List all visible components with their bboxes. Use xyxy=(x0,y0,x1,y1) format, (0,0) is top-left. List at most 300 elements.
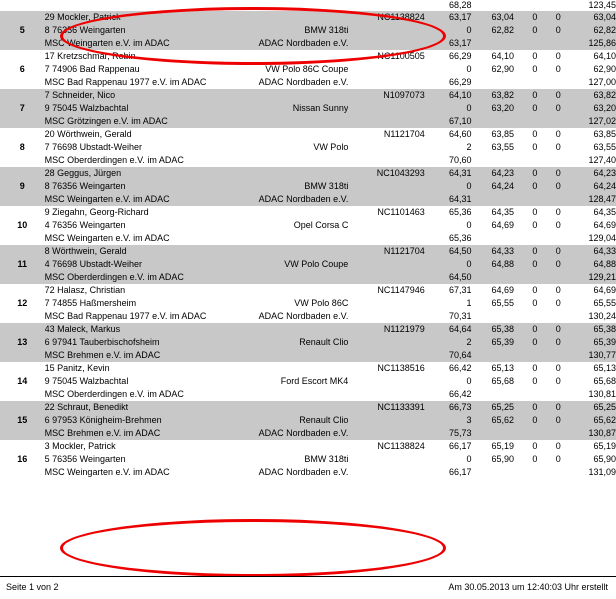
penalty-2: 0 xyxy=(537,206,560,219)
table-row xyxy=(0,388,616,401)
license-number xyxy=(348,76,424,89)
penalty-1: 0 xyxy=(514,11,537,24)
penalty-1: 0 xyxy=(514,453,537,466)
time-1: 0 xyxy=(425,102,472,115)
time-2: 64,88 xyxy=(472,258,514,271)
vehicle: Nissan Sunny xyxy=(223,102,348,115)
license-number: NC1043293 xyxy=(348,167,424,180)
penalty-2 xyxy=(537,349,560,362)
license-number xyxy=(348,271,424,284)
time-1: 66,42 xyxy=(425,388,472,401)
time-1: 0 xyxy=(425,219,472,232)
table-row xyxy=(0,128,616,141)
partial-pen-1 xyxy=(514,0,537,11)
license-number xyxy=(348,232,424,245)
time-1: 64,31 xyxy=(425,193,472,206)
table-row xyxy=(0,102,616,115)
competitor-name: MSC Grötzingen e.V. im ADAC xyxy=(45,115,223,128)
penalty-2: 0 xyxy=(537,180,560,193)
vehicle xyxy=(223,271,348,284)
competitor-name: MSC Brehmen e.V. im ADAC xyxy=(45,349,223,362)
footer-page-number: Seite 1 von 2 xyxy=(6,582,59,592)
penalty-2 xyxy=(537,115,560,128)
time-1: 63,17 xyxy=(425,37,472,50)
time-1: 64,31 xyxy=(425,167,472,180)
competitor-name: 7 Schneider, Nico xyxy=(45,89,223,102)
license-number xyxy=(348,102,424,115)
time-1: 70,64 xyxy=(425,349,472,362)
vehicle: VW Polo xyxy=(223,141,348,154)
time-1: 64,60 xyxy=(425,128,472,141)
table-row xyxy=(0,37,616,50)
table-row xyxy=(0,50,616,63)
total-time: 131,09 xyxy=(561,466,616,479)
license-number: NC1138824 xyxy=(348,11,424,24)
time-1: 66,42 xyxy=(425,362,472,375)
penalty-2: 0 xyxy=(537,336,560,349)
time-1: 0 xyxy=(425,180,472,193)
footer-timestamp: Am 30.05.2013 um 12:40:03 Uhr erstellt xyxy=(448,582,608,592)
penalty-2 xyxy=(537,37,560,50)
total-time: 64,35 xyxy=(561,206,616,219)
time-2 xyxy=(472,232,514,245)
penalty-2: 0 xyxy=(537,297,560,310)
vehicle: ADAC Nordbaden e.V. xyxy=(223,76,348,89)
table-row xyxy=(0,141,616,154)
license-number xyxy=(348,63,424,76)
competitor-name: MSC Weingarten e.V. im ADAC xyxy=(45,37,223,50)
time-2: 64,10 xyxy=(472,50,514,63)
time-1: 64,64 xyxy=(425,323,472,336)
competitor-name: 6 97941 Tauberbischofsheim xyxy=(45,336,223,349)
total-time: 127,02 xyxy=(561,115,616,128)
penalty-2: 0 xyxy=(537,50,560,63)
competitor-name: 7 74906 Bad Rappenau xyxy=(45,63,223,76)
time-1: 67,31 xyxy=(425,284,472,297)
total-time: 65,55 xyxy=(561,297,616,310)
rank-cell: 6 xyxy=(0,50,45,89)
total-time: 127,00 xyxy=(561,76,616,89)
penalty-1: 0 xyxy=(514,180,537,193)
table-row xyxy=(0,414,616,427)
partial-time-1: 68,28 xyxy=(425,0,472,11)
license-number xyxy=(348,388,424,401)
total-time: 63,20 xyxy=(561,102,616,115)
competitor-name: 72 Halasz, Christian xyxy=(45,284,223,297)
penalty-1: 0 xyxy=(514,336,537,349)
penalty-1 xyxy=(514,349,537,362)
vehicle xyxy=(223,11,348,24)
penalty-2: 0 xyxy=(537,89,560,102)
competitor-name: MSC Weingarten e.V. im ADAC xyxy=(45,193,223,206)
penalty-2: 0 xyxy=(537,284,560,297)
total-time: 65,13 xyxy=(561,362,616,375)
total-time: 65,19 xyxy=(561,440,616,453)
penalty-2: 0 xyxy=(537,323,560,336)
competitor-name: 5 76356 Weingarten xyxy=(45,453,223,466)
competitor-name: 28 Geggus, Jürgen xyxy=(45,167,223,180)
penalty-1: 0 xyxy=(514,141,537,154)
table-row xyxy=(0,375,616,388)
partial-name xyxy=(45,0,223,11)
time-1: 0 xyxy=(425,453,472,466)
time-2: 65,19 xyxy=(472,440,514,453)
partial-car xyxy=(223,0,348,11)
penalty-2 xyxy=(537,232,560,245)
penalty-1: 0 xyxy=(514,102,537,115)
time-2: 65,38 xyxy=(472,323,514,336)
penalty-1 xyxy=(514,388,537,401)
vehicle: VW Polo Coupe xyxy=(223,258,348,271)
total-time: 63,85 xyxy=(561,128,616,141)
total-time: 64,88 xyxy=(561,258,616,271)
table-row xyxy=(0,76,616,89)
penalty-1: 0 xyxy=(514,128,537,141)
total-time: 64,69 xyxy=(561,219,616,232)
page-footer xyxy=(0,576,616,599)
vehicle xyxy=(223,440,348,453)
penalty-2 xyxy=(537,466,560,479)
license-number: NC1147946 xyxy=(348,284,424,297)
rank-cell: 10 xyxy=(0,206,45,245)
time-1: 70,31 xyxy=(425,310,472,323)
table-row xyxy=(0,24,616,37)
license-number xyxy=(348,219,424,232)
vehicle xyxy=(223,167,348,180)
table-row xyxy=(0,232,616,245)
penalty-1 xyxy=(514,310,537,323)
penalty-2: 0 xyxy=(537,245,560,258)
penalty-1: 0 xyxy=(514,167,537,180)
time-2: 62,82 xyxy=(472,24,514,37)
competitor-name: 6 97953 Königheim-Brehmen xyxy=(45,414,223,427)
time-1: 0 xyxy=(425,24,472,37)
penalty-1: 0 xyxy=(514,24,537,37)
time-2: 65,39 xyxy=(472,336,514,349)
vehicle xyxy=(223,245,348,258)
total-time: 65,68 xyxy=(561,375,616,388)
results-groups-body xyxy=(0,11,616,479)
time-1: 66,29 xyxy=(425,76,472,89)
time-2: 63,04 xyxy=(472,11,514,24)
license-number xyxy=(348,427,424,440)
rank-cell: 16 xyxy=(0,440,45,479)
time-2: 63,20 xyxy=(472,102,514,115)
penalty-1: 0 xyxy=(514,297,537,310)
total-time: 65,39 xyxy=(561,336,616,349)
table-row xyxy=(0,115,616,128)
vehicle xyxy=(223,349,348,362)
time-2 xyxy=(472,271,514,284)
rank-cell: 9 xyxy=(0,167,45,206)
time-1: 63,17 xyxy=(425,11,472,24)
rank-cell: 14 xyxy=(0,362,45,401)
vehicle xyxy=(223,323,348,336)
license-number xyxy=(348,24,424,37)
penalty-2: 0 xyxy=(537,63,560,76)
total-time: 65,38 xyxy=(561,323,616,336)
rank-cell: 12 xyxy=(0,284,45,323)
penalty-1: 0 xyxy=(514,206,537,219)
penalty-1: 0 xyxy=(514,219,537,232)
competitor-name: 3 Mockler, Patrick xyxy=(45,440,223,453)
license-number: NC1133391 xyxy=(348,401,424,414)
penalty-2 xyxy=(537,310,560,323)
penalty-1: 0 xyxy=(514,401,537,414)
total-time: 63,04 xyxy=(561,11,616,24)
partial-lic xyxy=(348,0,424,11)
vehicle: ADAC Nordbaden e.V. xyxy=(223,310,348,323)
time-2: 64,33 xyxy=(472,245,514,258)
license-number: N1121979 xyxy=(348,323,424,336)
total-time: 64,69 xyxy=(561,284,616,297)
competitor-name: 7 74855 Haßmersheim xyxy=(45,297,223,310)
penalty-1: 0 xyxy=(514,284,537,297)
results-table xyxy=(0,0,616,11)
rank-cell: 8 xyxy=(0,128,45,167)
total-time: 64,23 xyxy=(561,167,616,180)
penalty-2: 0 xyxy=(537,414,560,427)
vehicle xyxy=(223,232,348,245)
license-number xyxy=(348,453,424,466)
total-time: 65,25 xyxy=(561,401,616,414)
license-number: NC1101463 xyxy=(348,206,424,219)
penalty-1: 0 xyxy=(514,245,537,258)
competitor-name: MSC Oberderdingen e.V. im ADAC xyxy=(45,154,223,167)
penalty-1: 0 xyxy=(514,362,537,375)
time-1: 75,73 xyxy=(425,427,472,440)
penalty-2: 0 xyxy=(537,362,560,375)
license-number xyxy=(348,297,424,310)
time-2 xyxy=(472,310,514,323)
penalty-2: 0 xyxy=(537,401,560,414)
vehicle: Opel Corsa C xyxy=(223,219,348,232)
penalty-2: 0 xyxy=(537,440,560,453)
competitor-name: 8 76356 Weingarten xyxy=(45,24,223,37)
time-1: 0 xyxy=(425,63,472,76)
table-row xyxy=(0,180,616,193)
penalty-2: 0 xyxy=(537,24,560,37)
vehicle: Ford Escort MK4 xyxy=(223,375,348,388)
penalty-1 xyxy=(514,115,537,128)
results-groups-table xyxy=(0,11,616,479)
table-row xyxy=(0,297,616,310)
penalty-2: 0 xyxy=(537,11,560,24)
time-2: 64,23 xyxy=(472,167,514,180)
total-time: 130,81 xyxy=(561,388,616,401)
total-time: 127,40 xyxy=(561,154,616,167)
time-2 xyxy=(472,37,514,50)
total-time: 64,10 xyxy=(561,50,616,63)
time-2: 63,85 xyxy=(472,128,514,141)
time-2 xyxy=(472,427,514,440)
license-number xyxy=(348,154,424,167)
competitor-name: 4 76698 Ubstadt-Weiher xyxy=(45,258,223,271)
vehicle: ADAC Nordbaden e.V. xyxy=(223,427,348,440)
penalty-2: 0 xyxy=(537,453,560,466)
license-number xyxy=(348,375,424,388)
time-1: 0 xyxy=(425,375,472,388)
table-row xyxy=(0,284,616,297)
total-time: 64,24 xyxy=(561,180,616,193)
rank-cell: 15 xyxy=(0,401,45,440)
competitor-name: MSC Bad Rappenau 1977 e.V. im ADAC xyxy=(45,310,223,323)
time-1: 65,36 xyxy=(425,232,472,245)
penalty-1 xyxy=(514,271,537,284)
partial-rank xyxy=(0,0,45,11)
vehicle: BMW 318ti xyxy=(223,180,348,193)
vehicle: VW Polo 86C xyxy=(223,297,348,310)
time-2: 65,13 xyxy=(472,362,514,375)
penalty-1: 0 xyxy=(514,50,537,63)
time-2: 62,90 xyxy=(472,63,514,76)
penalty-1 xyxy=(514,37,537,50)
vehicle: ADAC Nordbaden e.V. xyxy=(223,193,348,206)
time-2 xyxy=(472,115,514,128)
vehicle: ADAC Nordbaden e.V. xyxy=(223,466,348,479)
competitor-name: 7 76698 Ubstadt-Weiher xyxy=(45,141,223,154)
total-time: 130,77 xyxy=(561,349,616,362)
time-1: 64,10 xyxy=(425,89,472,102)
time-1: 65,36 xyxy=(425,206,472,219)
competitor-name: 9 75045 Walzbachtal xyxy=(45,375,223,388)
table-row xyxy=(0,89,616,102)
partial-total: 123,45 xyxy=(561,0,616,11)
table-row xyxy=(0,167,616,180)
vehicle xyxy=(223,362,348,375)
total-time: 63,82 xyxy=(561,89,616,102)
time-1: 64,50 xyxy=(425,271,472,284)
penalty-2: 0 xyxy=(537,167,560,180)
penalty-1: 0 xyxy=(514,375,537,388)
vehicle: Renault Clio xyxy=(223,336,348,349)
vehicle: ADAC Nordbaden e.V. xyxy=(223,37,348,50)
total-time: 129,21 xyxy=(561,271,616,284)
results-table-body xyxy=(0,0,616,11)
vehicle: VW Polo 86C Coupe xyxy=(223,63,348,76)
competitor-name: MSC Oberderdingen e.V. im ADAC xyxy=(45,271,223,284)
table-row xyxy=(0,154,616,167)
table-row xyxy=(0,362,616,375)
time-2: 65,55 xyxy=(472,297,514,310)
table-row xyxy=(0,63,616,76)
partial-top-row xyxy=(0,0,616,11)
competitor-name: 29 Mockler, Patrick xyxy=(45,11,223,24)
table-row xyxy=(0,245,616,258)
table-row xyxy=(0,323,616,336)
time-2: 64,35 xyxy=(472,206,514,219)
partial-pen-2 xyxy=(537,0,560,11)
time-1: 64,50 xyxy=(425,245,472,258)
competitor-name: 17 Kretzschmar, Robin xyxy=(45,50,223,63)
total-time: 130,87 xyxy=(561,427,616,440)
time-2: 64,69 xyxy=(472,219,514,232)
table-row xyxy=(0,336,616,349)
penalty-2 xyxy=(537,154,560,167)
competitor-name: 15 Panitz, Kevin xyxy=(45,362,223,375)
license-number: N1121704 xyxy=(348,128,424,141)
table-row xyxy=(0,427,616,440)
penalty-1 xyxy=(514,232,537,245)
table-row xyxy=(0,440,616,453)
penalty-1: 0 xyxy=(514,323,537,336)
time-1: 66,17 xyxy=(425,466,472,479)
vehicle xyxy=(223,89,348,102)
time-2: 64,24 xyxy=(472,180,514,193)
license-number xyxy=(348,141,424,154)
vehicle: BMW 318ti xyxy=(223,453,348,466)
time-2: 63,55 xyxy=(472,141,514,154)
competitor-name: MSC Oberderdingen e.V. im ADAC xyxy=(45,388,223,401)
competitor-name: MSC Bad Rappenau 1977 e.V. im ADAC xyxy=(45,76,223,89)
penalty-1: 0 xyxy=(514,63,537,76)
total-time: 64,33 xyxy=(561,245,616,258)
penalty-2: 0 xyxy=(537,258,560,271)
table-row xyxy=(0,401,616,414)
time-2 xyxy=(472,76,514,89)
penalty-2: 0 xyxy=(537,219,560,232)
license-number xyxy=(348,37,424,50)
license-number: NC1138824 xyxy=(348,440,424,453)
time-1: 1 xyxy=(425,297,472,310)
rank-cell: 5 xyxy=(0,11,45,50)
time-1: 0 xyxy=(425,258,472,271)
competitor-name: MSC Weingarten e.V. im ADAC xyxy=(45,466,223,479)
table-row xyxy=(0,258,616,271)
time-1: 67,10 xyxy=(425,115,472,128)
time-2 xyxy=(472,193,514,206)
table-row xyxy=(0,466,616,479)
partial-time-2 xyxy=(472,0,514,11)
license-number: N1097073 xyxy=(348,89,424,102)
time-1: 70,60 xyxy=(425,154,472,167)
license-number xyxy=(348,115,424,128)
penalty-1 xyxy=(514,427,537,440)
table-row xyxy=(0,193,616,206)
competitor-name: 9 75045 Walzbachtal xyxy=(45,102,223,115)
competitor-name: 9 Ziegahn, Georg-Richard xyxy=(45,206,223,219)
total-time: 129,04 xyxy=(561,232,616,245)
time-2: 63,82 xyxy=(472,89,514,102)
penalty-1 xyxy=(514,193,537,206)
competitor-name: 43 Maleck, Markus xyxy=(45,323,223,336)
competitor-name: 8 76356 Weingarten xyxy=(45,180,223,193)
total-time: 125,86 xyxy=(561,37,616,50)
vehicle xyxy=(223,284,348,297)
table-row xyxy=(0,219,616,232)
time-2 xyxy=(472,154,514,167)
penalty-2 xyxy=(537,271,560,284)
rank-cell: 13 xyxy=(0,323,45,362)
competitor-name: 22 Schraut, Benedikt xyxy=(45,401,223,414)
competitor-name: MSC Brehmen e.V. im ADAC xyxy=(45,427,223,440)
penalty-2: 0 xyxy=(537,128,560,141)
time-1: 66,73 xyxy=(425,401,472,414)
table-row xyxy=(0,271,616,284)
total-time: 130,24 xyxy=(561,310,616,323)
time-2 xyxy=(472,349,514,362)
penalty-2: 0 xyxy=(537,102,560,115)
license-number xyxy=(348,193,424,206)
competitor-name: MSC Weingarten e.V. im ADAC xyxy=(45,232,223,245)
time-2: 64,69 xyxy=(472,284,514,297)
license-number xyxy=(348,414,424,427)
penalty-1: 0 xyxy=(514,414,537,427)
time-2 xyxy=(472,388,514,401)
competitor-name: 4 76356 Weingarten xyxy=(45,219,223,232)
penalty-2 xyxy=(537,388,560,401)
rank-cell: 11 xyxy=(0,245,45,284)
